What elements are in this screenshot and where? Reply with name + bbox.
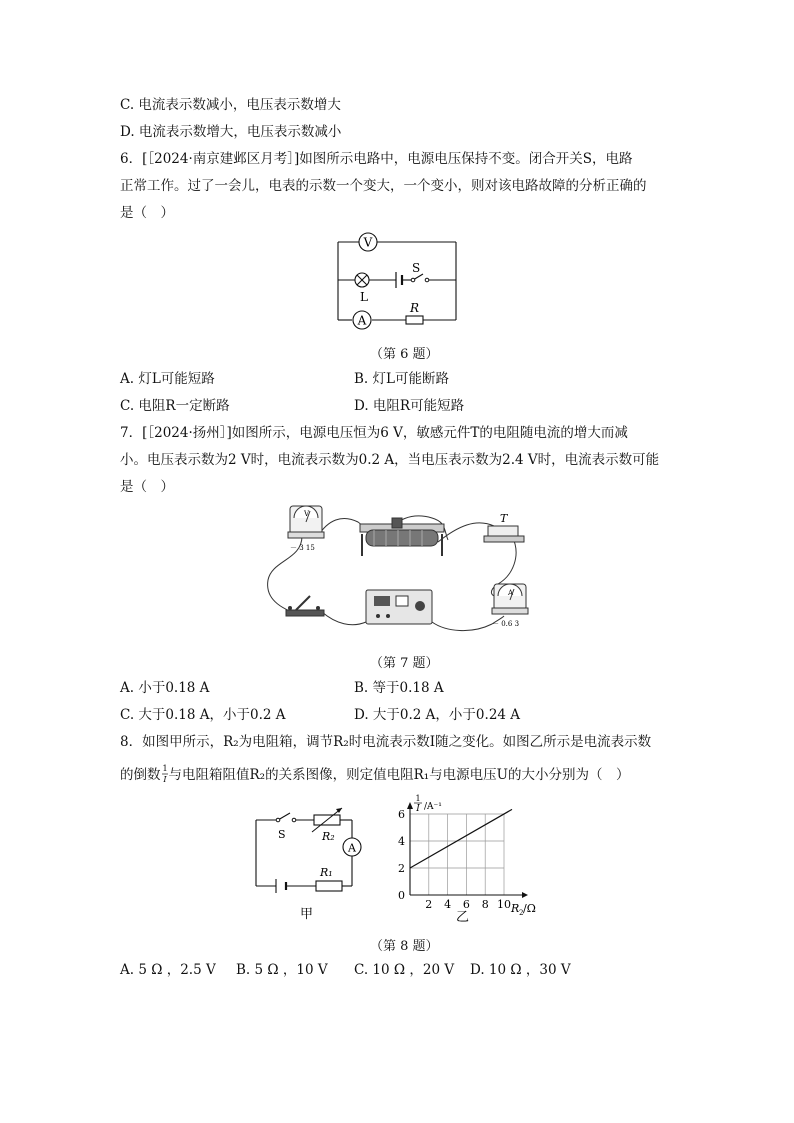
q6-stem-line2: 正常工作。过了一会儿，电表的示数一个变大，一个变小，则对该电路故障的分析正确的: [120, 178, 647, 194]
chart-x-tick-label: 4: [444, 898, 452, 911]
q6-switch-label: S: [412, 261, 421, 275]
q7-option-d[interactable]: D. 大于0.2 A，小于0.24 A: [354, 707, 521, 723]
q7-voltmeter-terminals: － 3 15: [290, 544, 315, 552]
chart-y-tick-label: 4: [398, 835, 405, 848]
q6-voltmeter-label: V: [363, 235, 373, 250]
q7-stem-line3: 是（ ）: [120, 479, 174, 495]
q7-stem-line1: 7．[［2024·扬州］]如图所示，电源电压恒为6 V，敏感元件T的电阻随电流的增大而减: [120, 425, 628, 441]
prev-option-c: C. 电流表示数减小，电压表示数增大: [120, 97, 341, 113]
svg-text:R: R: [511, 902, 520, 915]
chart-y-tick-label: 6: [398, 808, 405, 821]
q8-option-b[interactable]: B. 5 Ω ，10 V: [236, 962, 328, 978]
q8-stem-line1: 8．如图甲所示，R₂为电阻箱，调节R₂时电流表示数I随之变化。如图乙所示是电流表示数: [120, 734, 652, 750]
chart-line-series: [410, 809, 512, 868]
q8-fig-jia-label: 甲: [300, 907, 314, 922]
chart-x-tick-label: 10: [497, 898, 511, 911]
svg-text:2: 2: [519, 909, 524, 917]
chart-x-tick-label: 2: [425, 898, 433, 911]
q6-stem-line1: 6．[［2024·南京建邺区月考］]如图所示电路中，电源电压保持不变。闭合开关S，电路: [120, 151, 633, 167]
q8-option-c[interactable]: C. 10 Ω ，20 V: [354, 962, 455, 978]
q8-caption: （第 8 题）: [370, 939, 439, 954]
q8-stem-line2-post: 与电阻箱阻值R₂的关系图像，则定值电阻R₁与电源电压U的大小分别为（ ）: [168, 767, 630, 783]
q6-option-b[interactable]: B. 灯L可能断路: [354, 371, 449, 387]
q6-stem-line3: 是（ ）: [120, 205, 174, 221]
chart-x-tick-label: 8: [481, 898, 489, 911]
q6-option-a[interactable]: A. 灯L可能短路: [120, 371, 215, 387]
q8-stem-line2: [120, 763, 630, 785]
q8-r1-label: R₁: [320, 866, 333, 879]
q7-ammeter-terminals: － 0.6 3: [492, 620, 520, 628]
svg-text:1: 1: [415, 794, 421, 803]
q8-fig-yi-label: 乙: [456, 910, 470, 925]
q8-option-d[interactable]: D. 10 Ω ，30 V: [470, 962, 571, 978]
q6-ammeter-label: A: [357, 313, 367, 328]
prev-option-d: D. 电流表示数增大，电压表示数减小: [120, 124, 342, 140]
chart-x-tick-label: 6: [462, 898, 470, 911]
q8-stem-line2-pre: 的倒数: [120, 767, 161, 783]
q8-switch-label: S: [278, 828, 286, 841]
q6-option-c[interactable]: C. 电阻R一定断路: [120, 398, 230, 414]
q8-reciprocal-fraction: [161, 763, 169, 785]
chart-y-tick-label: 0: [398, 889, 405, 902]
chart-grid: [410, 814, 504, 895]
q7-option-b[interactable]: B. 等于0.18 A: [354, 680, 444, 696]
q7-option-a[interactable]: A. 小于0.18 A: [120, 680, 210, 696]
q6-resistor-label: R: [410, 301, 420, 315]
q8-circuit-jia-figure: [248, 800, 368, 930]
svg-text:I: I: [416, 804, 420, 814]
q7-stem-line2: 小。电压表示数为2 V时，电流表示数为0.2 A，当电压表示数为2.4 V时，电流表示数可能: [120, 452, 660, 468]
chart-y-unit: /A⁻¹: [424, 802, 442, 812]
q6-caption: （第 6 题）: [370, 347, 439, 362]
q7-ammeter-label: A: [508, 589, 514, 597]
q6-option-d[interactable]: D. 电阻R可能短路: [354, 398, 465, 414]
q7-apparatus-figure: [262, 500, 534, 640]
chart-y-tick-label: 2: [398, 862, 405, 875]
q6-lamp-label: L: [360, 290, 368, 304]
svg-text:I: I: [162, 775, 167, 784]
q8-ammeter-label: A: [348, 841, 356, 855]
q7-voltmeter-label: V: [304, 510, 310, 518]
svg-text:1: 1: [161, 764, 168, 773]
chart-x-unit: /Ω: [523, 902, 536, 915]
q8-r2-label: R₂: [322, 830, 335, 843]
q8-graph-yi: [388, 795, 558, 935]
q8-option-a[interactable]: A. 5 Ω ，2.5 V: [120, 962, 216, 978]
q6-circuit-figure: [330, 228, 470, 328]
q7-option-c[interactable]: C. 大于0.18 A，小于0.2 A: [120, 707, 286, 723]
q7-element-label: T: [500, 512, 508, 525]
q7-caption: （第 7 题）: [370, 656, 439, 671]
